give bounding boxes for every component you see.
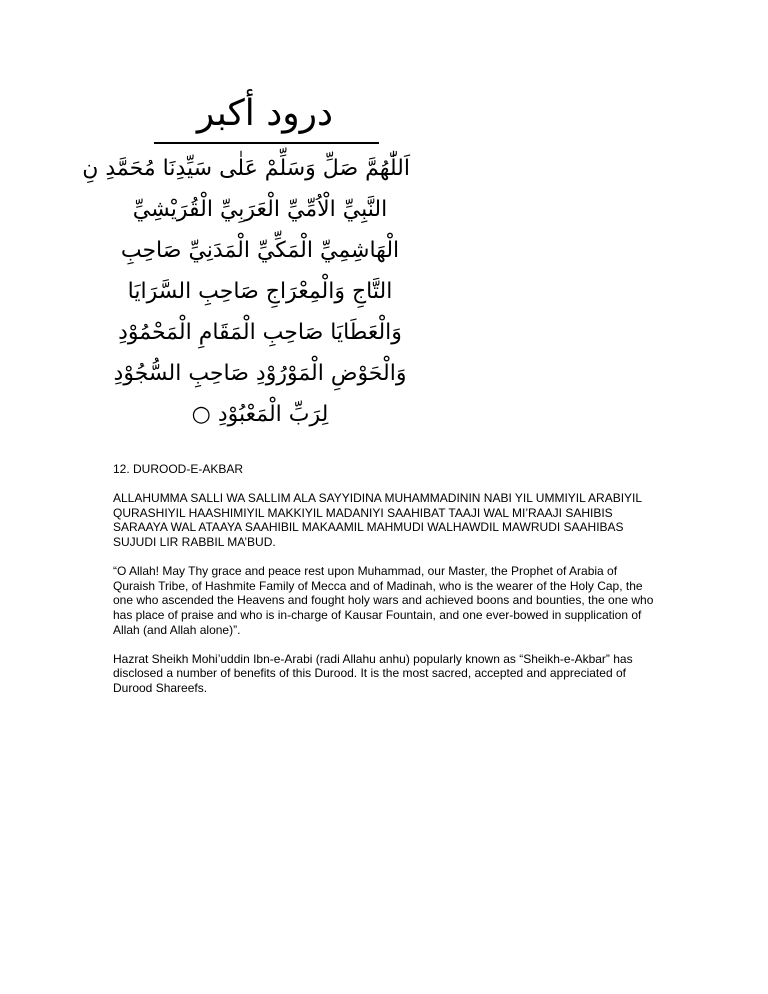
arabic-line-6: وَالْحَوْضِ الْمَوْرُوْدِ صَاحِبِ السُّجُوْدِ <box>113 361 407 386</box>
document-text <box>113 462 658 710</box>
arabic-line-5: وَالْعَطَايَا صَاحِبِ الْمَقَامِ الْمَحْمُوْدِ <box>118 320 402 345</box>
section-heading: 12. DUROOD-E-AKBAR <box>113 462 244 476</box>
arabic-title: درود أكبر <box>196 93 334 134</box>
translation-paragraph: “O Allah! May Thy grace and peace rest upon Muhammad, our Master, the Prophet of Arabia of Quraish Tribe, of Hashmite Family of Mecca and of Madinah, who is the wearer of the Holy Cap, the one who ascended the Heavens and fought holy wars and achieved boons and bounties, the one who has place of praise and who is in-charge of Kausar Fountain, and one ever-bowed in supplication of Allah (and Allah alone)”. <box>113 564 654 637</box>
benefits-note-paragraph: Hazrat Sheikh Mohi’uddin Ibn-e-Arabi (radi Allahu anhu) popularly known as “Sheikh-e-Akbar” has disclosed a number of benefits of this Durood. It is the most sacred, accepted and appreciated of Durood Shareefs. <box>113 651 633 695</box>
arabic-line-2: النَّبِيِّ الْاُمِّيِّ الْعَرَبِيِّ الْقُرَيْشِيِّ <box>132 197 388 222</box>
arabic-line-3: الْهَاشِمِيِّ الْمَكِّيِّ الْمَدَنِيِّ صَاحِبِ <box>120 238 400 263</box>
arabic-calligraphy-block <box>82 88 410 428</box>
title-underline <box>154 142 379 144</box>
transliteration-paragraph: ALLAHUMMA SALLI WA SALLIM ALA SAYYIDINA MUHAMMADININ NABI YIL UMMIYIL ARABIYIL QURASHIYIL HAASHIMIYIL MAKKIYIL MADANIYI SAAHIBAT TAAJI WAL MI’RAAJI SAHIBIS SARAAYA WAL ATAAYA SAAHIBIL MAKAAMIL MAHMUDI WALHAWDIL MAWRUDI SAAHIBAS SUJUDI LIR RABBIL MA’BUD. <box>113 491 642 549</box>
arabic-line-4: التَّاجِ وَالْمِعْرَاجِ صَاحِبِ السَّرَايَا <box>127 279 393 304</box>
arabic-line-1: اَللّٰهُمَّ صَلِّ وَسَلِّمْ عَلٰى سَيِّدِنَا مُحَمَّدِ نِ <box>82 156 410 181</box>
arabic-verse-lines <box>82 148 410 435</box>
arabic-line-7: لِرَبِّ الْمَعْبُوْدِ ○ <box>191 402 329 427</box>
